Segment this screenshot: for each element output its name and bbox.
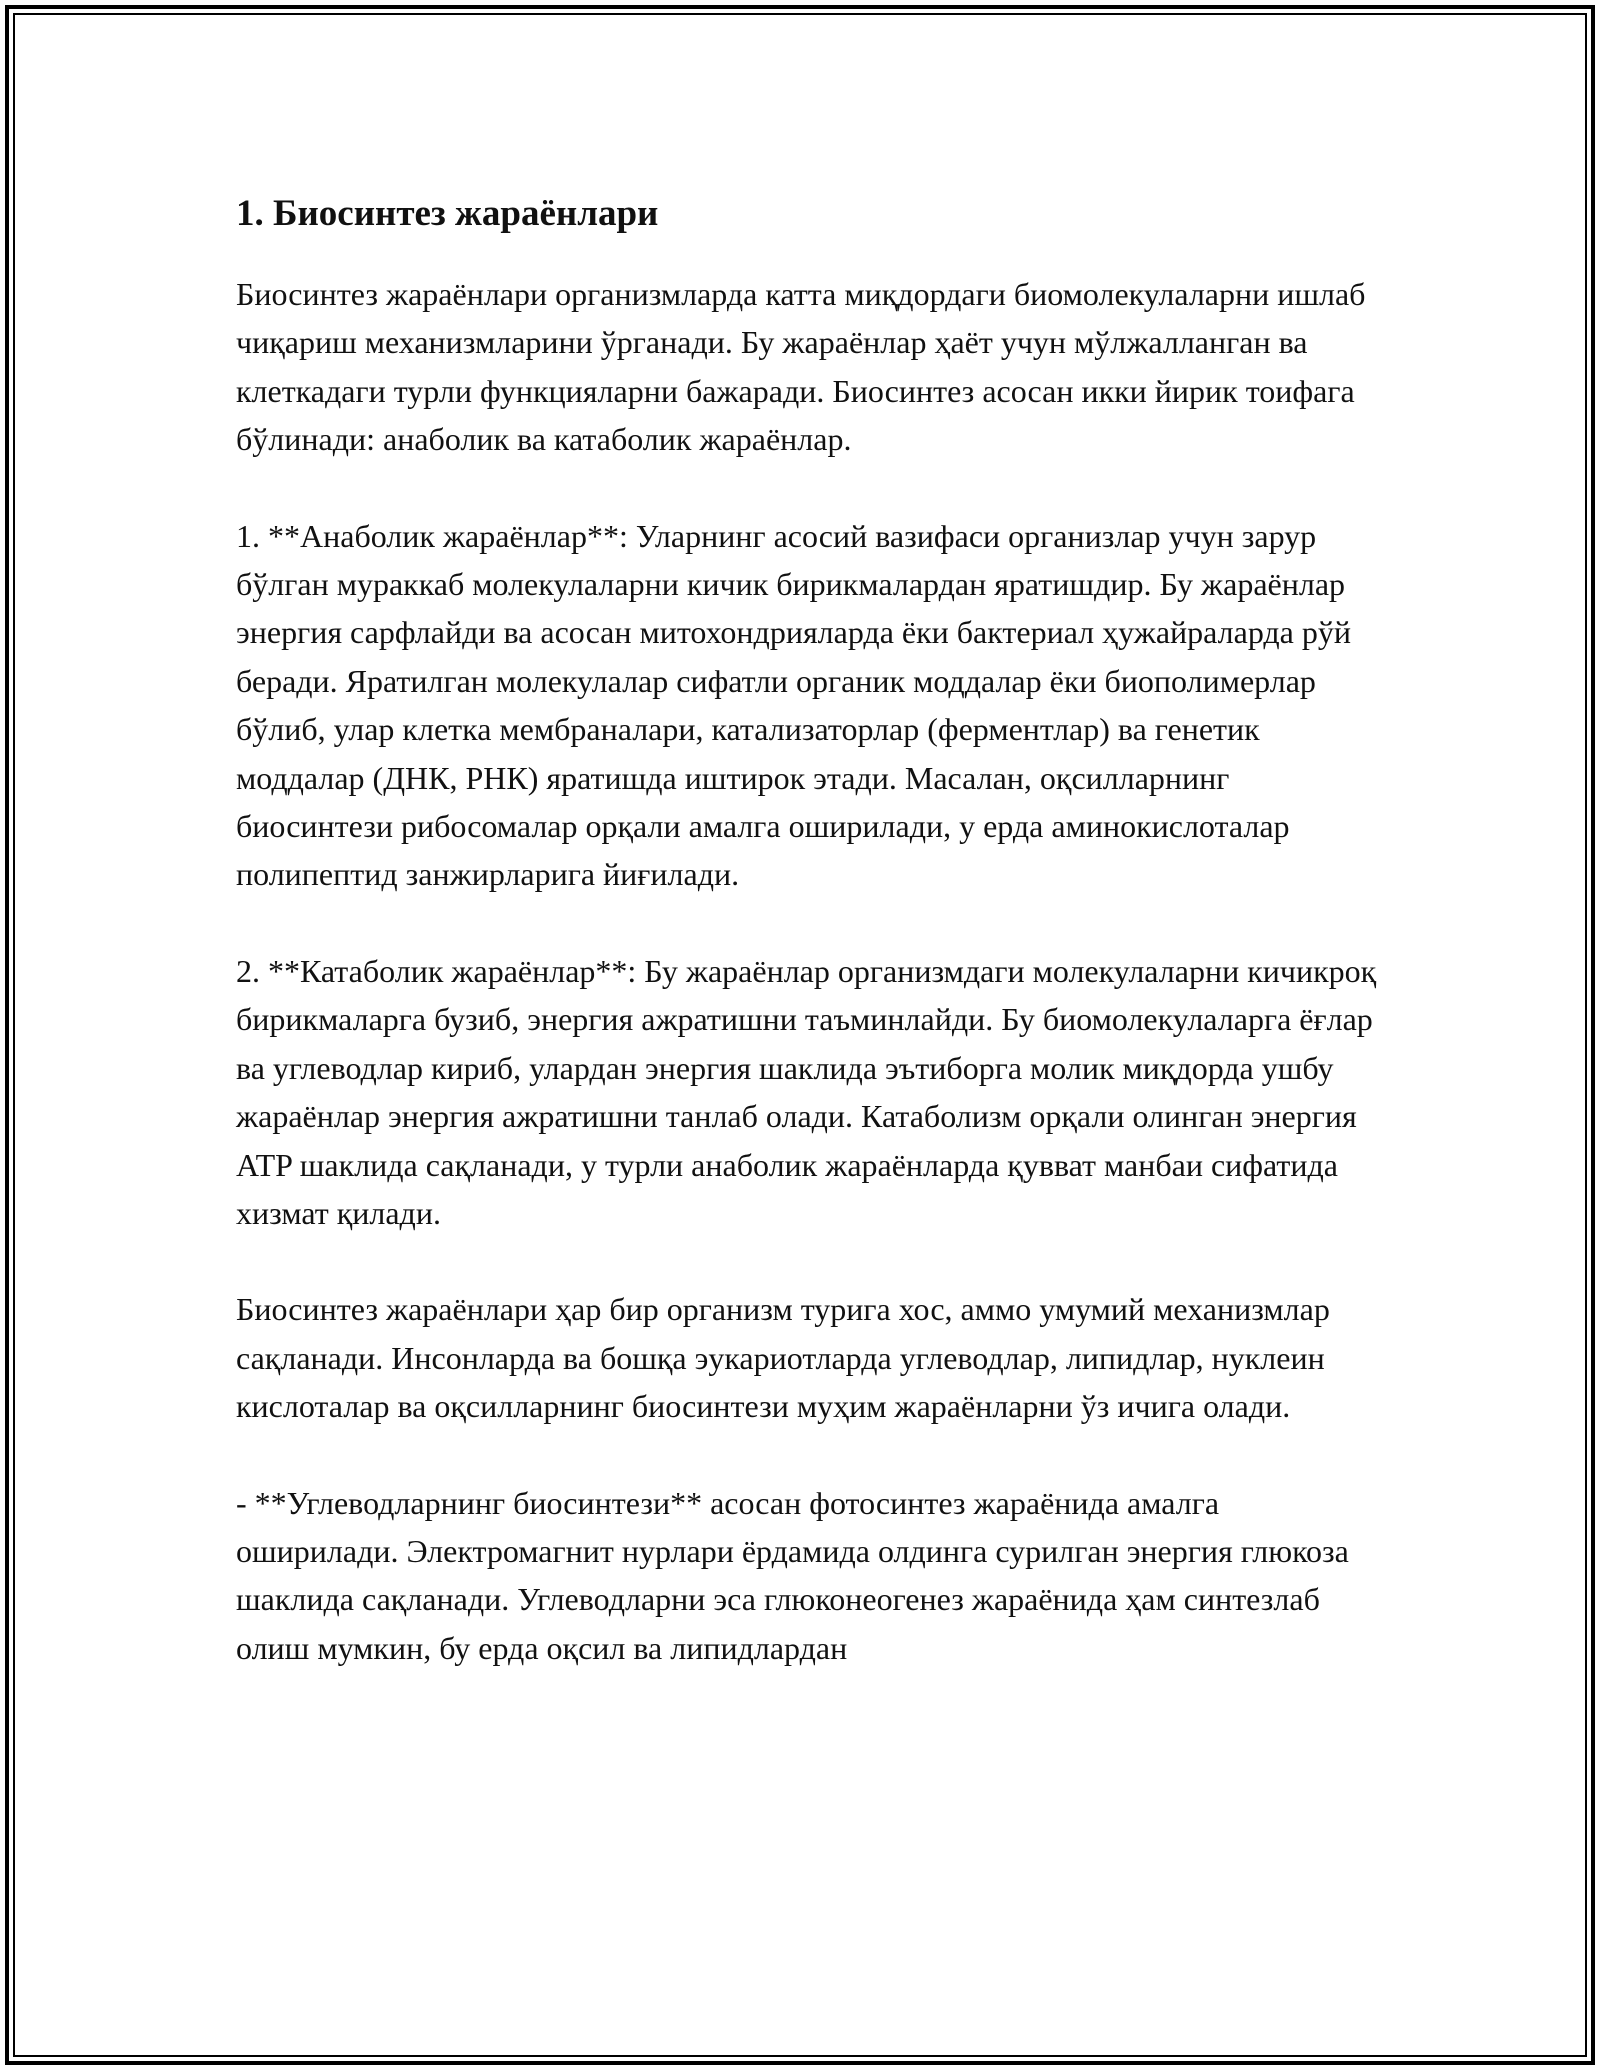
paragraph-anabolic: 1. **Анаболик жараёнлар**: Уларнинг асосий вазифаси организлар учун зарур бўлган мураккаб молекулаларни кичик бирикмалардан яратишдир. Бу жараёнлар энергия сарфлайди ва асосан митохондрияларда ёки бактериал ҳужайраларда рўй беради. Яратилган молекулалар сифатли органик моддалар ёки биополимерлар бўлиб, улар клетка мембраналари, катализаторлар (ферментлар) ва генетик моддалар (ДНК, РНК) яратишда иштирок этади. Масалан, оқсилларнинг биосинтези рибосомалар орқали амалга оширилади, у ерда аминокислоталар полипептид занжирларига йиғилади. xyxy=(236,517,1351,893)
paragraph-general-mechanisms: Биосинтез жараёнлари ҳар бир организм турига хос, аммо умумий механизмлар сақланади. Инсонларда ва бошқа эукариотларда углеводлар, липидлар, нуклеин кислоталар ва оқсилларнинг биосинтези муҳим жараёнларни ўз ичига олади. xyxy=(236,1291,1330,1425)
document-body xyxy=(236,186,1386,1720)
section-heading: 1. Биосинтез жараёнлари xyxy=(236,193,659,234)
paragraph-catabolic: 2. **Катаболик жараёнлар**: Бу жараёнлар организмдаги молекулаларни кичикроқ бирикмаларга бузиб, энергия ажратишни таъминлайди. Бу биомолекулаларга ёғлар ва углеводлар кириб, улардан энергия шаклида эътиборга молик миқдорда ушбу жараёнлар энергия ажратишни танлаб олади. Катаболизм орқали олинган энергия ATP шаклида сақланади, у турли анаболик жараёнларда қувват манбаи сифатида хизмат қилади. xyxy=(236,952,1377,1231)
paragraph-carbohydrate-biosynthesis: - **Углеводларнинг биосинтези** асосан фотосинтез жараёнида амалга оширилади. Электромагнит нурлари ёрдамида олдинга сурилган энергия глюкоза шаклида сақланади. Углеводларни эса глюконеогенез жараёнида ҳам синтезлаб олиш мумкин, бу ерда оқсил ва липидлардан xyxy=(236,1484,1349,1666)
paragraph-intro: Биосинтез жараёнлари организмларда катта миқдордаги биомолекулаларни ишлаб чиқариш механизмларини ўрганади. Бу жараёнлар ҳаёт учун мўлжалланган ва клеткадаги турли функцияларни бажаради. Биосинтез асосан икки йирик тоифага бўлинади: анаболик ва катаболик жараёнлар. xyxy=(236,276,1366,458)
